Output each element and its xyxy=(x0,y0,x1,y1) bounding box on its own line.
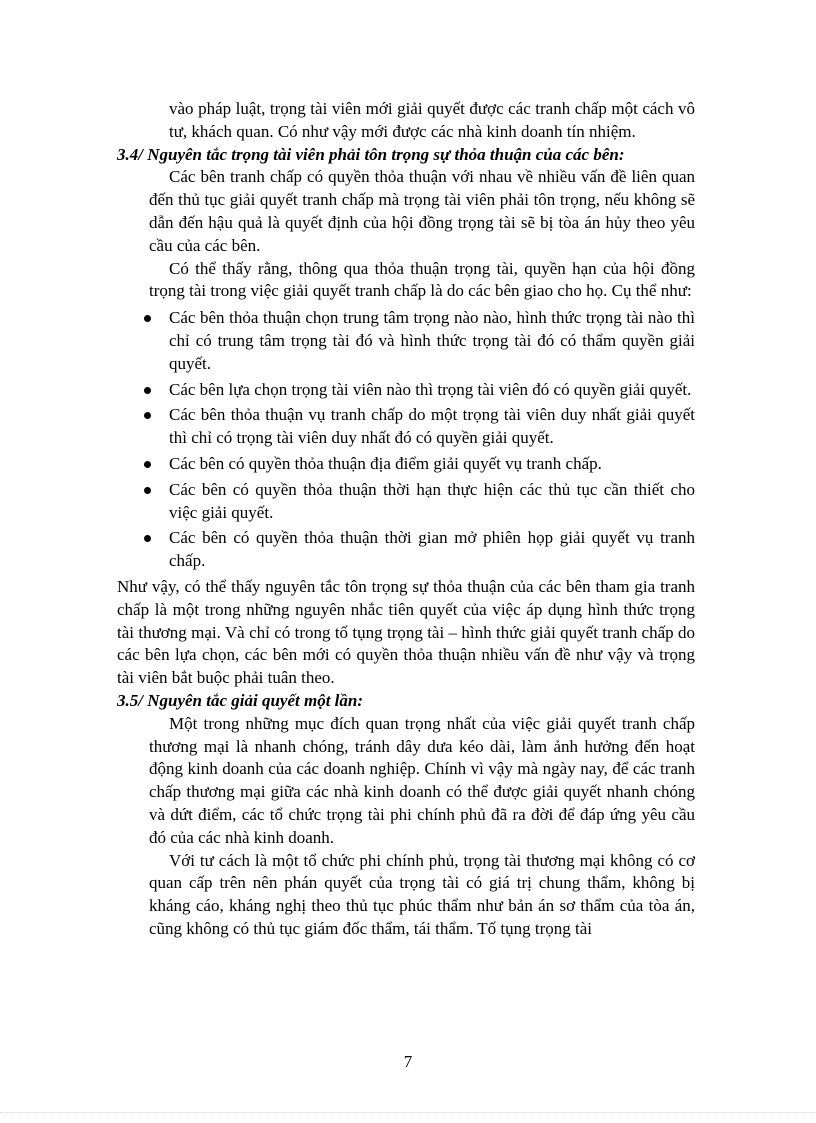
bullet-icon xyxy=(144,535,151,542)
paragraph-3-5-a: Một trong những mục đích quan trọng nhất của việc giải quyết tranh chấp thương mại là nhanh chóng, tránh dây dưa kéo dài, làm ảnh hưởng đến hoạt động kinh doanh của các doanh nghiệp. Chính vì vậy mà ngày nay, để các tranh chấp thương mại giữa các nhà kinh doanh có thể được giải quyết nhanh chóng và dứt điểm, các tổ chức trọng tài phi chính phủ đã ra đời để đáp ứng yêu cầu đó của các nhà kinh doanh. xyxy=(149,713,695,847)
list-item: Các bên có quyền thỏa thuận địa điểm giải quyết vụ tranh chấp. xyxy=(117,453,695,476)
paragraph-3-4-b: Có thể thấy rằng, thông qua thỏa thuận trọng tài, quyền hạn của hội đồng trọng tài trong việc giải quyết tranh chấp là do các bên giao cho họ. Cụ thể như: xyxy=(149,258,695,301)
paragraph-continuation: vào pháp luật, trọng tài viên mới giải quyết được các tranh chấp một cách vô tư, khách quan. Có như vậy mới được các nhà kinh doanh tín nhiệm. xyxy=(169,99,695,141)
paragraph-3-5-b: Với tư cách là một tổ chức phi chính phủ, trọng tài thương mại không có cơ quan cấp trên nên phán quyết của trọng tài có giá trị chung thẩm, không bị kháng cáo, kháng nghị theo thủ tục phúc thẩm như bản án sơ thẩm của tòa án, cũng không có thủ tục giám đốc thẩm, tái thẩm. Tố tụng trọng tài xyxy=(149,850,695,938)
bullet-icon xyxy=(144,387,151,394)
document-page xyxy=(117,98,695,941)
list-item: Các bên lựa chọn trọng tài viên nào thì trọng tài viên đó có quyền giải quyết. xyxy=(117,379,695,402)
paragraph-summary: Như vậy, có thể thấy nguyên tắc tôn trọng sự thỏa thuận của các bên tham gia tranh chấp là một trong những nguyên nhắc tiên quyết của việc áp dụng hình thức trọng tài thương mại. Và chỉ có trong tố tụng trọng tài – hình thức giải quyết tranh chấp do các bên lựa chọn, các bên mới có quyền thỏa thuận nhiều vấn đề như vậy và trọng tài viên bắt buộc phải tuân theo. xyxy=(117,576,695,688)
heading-3-5: 3.5/ Nguyên tắc giải quyết một lần: xyxy=(117,690,364,710)
page-bottom-divider xyxy=(0,1112,816,1113)
bullet-icon xyxy=(144,461,151,468)
bullet-list xyxy=(117,307,695,573)
bullet-icon xyxy=(144,487,151,494)
list-item: Các bên thỏa thuận vụ tranh chấp do một trọng tài viên duy nhất giải quyết thì chỉ có trọng tài viên duy nhất đó có quyền giải quyết. xyxy=(117,404,695,450)
list-item: Các bên thỏa thuận chọn trung tâm trọng nào nào, hình thức trọng tài nào thì chỉ có trung tâm trọng tài đó và hình thức trọng tài đó có thẩm quyền giải quyết. xyxy=(117,307,695,375)
bullet-icon xyxy=(144,412,151,419)
heading-3-4: 3.4/ Nguyên tắc trọng tài viên phải tôn trọng sự thỏa thuận của các bên: xyxy=(117,144,625,164)
page-number: 7 xyxy=(403,1052,413,1071)
list-item: Các bên có quyền thỏa thuận thời hạn thực hiện các thủ tục cần thiết cho việc giải quyết. xyxy=(117,479,695,525)
bullet-icon xyxy=(144,315,151,322)
list-item: Các bên có quyền thỏa thuận thời gian mở phiên họp giải quyết vụ tranh chấp. xyxy=(117,527,695,573)
paragraph-3-4-a: Các bên tranh chấp có quyền thỏa thuận với nhau về nhiều vấn đề liên quan đến thủ tục giải quyết tranh chấp mà trọng tài viên phải tôn trọng, nếu không sẽ dẫn đến hậu quả là quyết định của hội đồng trọng tài sẽ bị tòa án hủy theo yêu cầu của các bên. xyxy=(149,167,695,255)
